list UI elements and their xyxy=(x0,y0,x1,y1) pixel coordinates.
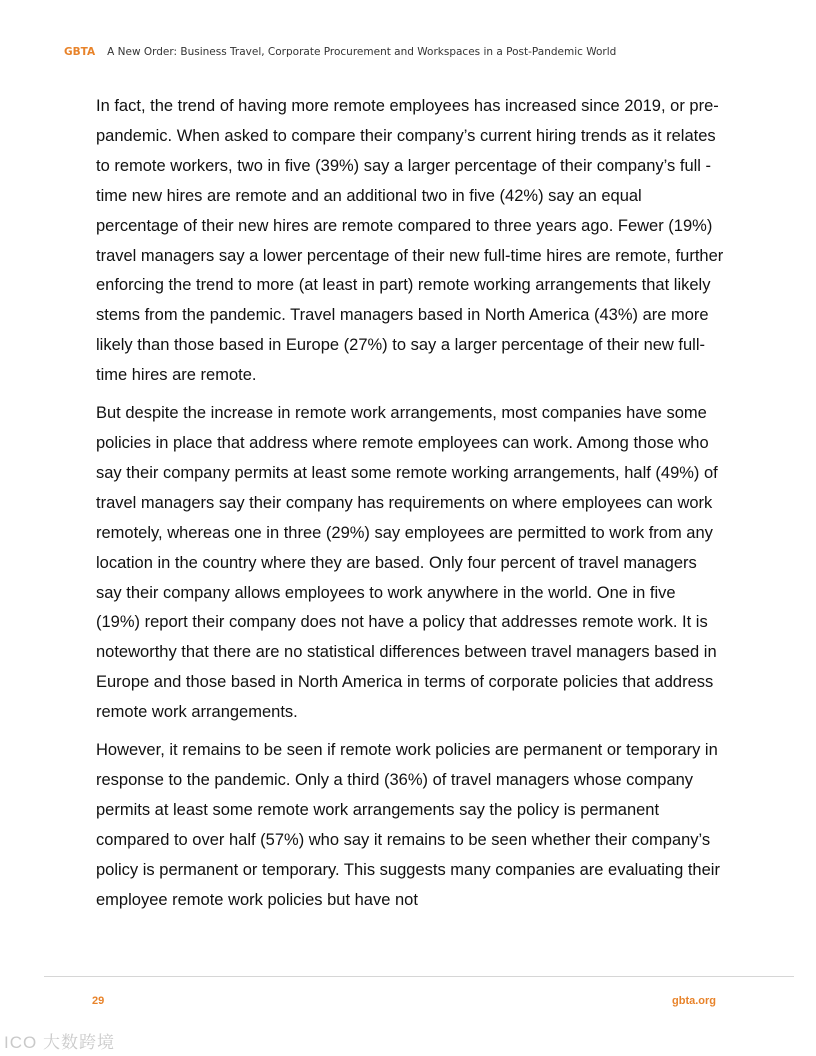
paragraph-1: In fact, the trend of having more remote employees has increased since 2019, or pre-pandemic. When asked to compare their company’s current hiring trends as it relates to remote workers, two in five (39%) say a larger percentage of their company’s full -time new hires are remote and an additional two in five (42%) say an equal percentage of their new hires are remote compared to three years ago. Fewer (19%) travel managers say a lower percentage of their new full-time hires are remote, further enforcing the trend to more (at least in part) remote working arrangements that likely stems from the pandemic. Travel managers based in North America (43%) are more likely than those based in Europe (27%) to say a larger percentage of their new full-time hires are remote. xyxy=(96,97,724,385)
body-text xyxy=(96,92,724,923)
page-number: 29 xyxy=(92,995,105,1007)
paragraph-2: But despite the increase in remote work arrangements, most companies have some policies in place that address where remote employees can work. Among those who say their company permits at least some remote working arrangements, half (49%) of travel managers say their company has requirements on where employees can work remotely, whereas one in three (29%) say employees are permitted to work from any location in the country where they are based. Only four percent of travel managers say their company allows employees to work anywhere in the world. One in five (19%) report their company does not have a policy that addresses remote work. It is noteworthy that there are no statistical differences between travel managers based in Europe and those based in North America in terms of corporate policies that address remote work arrangements. xyxy=(96,404,718,722)
footer-divider xyxy=(44,976,794,977)
paragraph-3: However, it remains to be seen if remote work policies are permanent or temporary in response to the pandemic. Only a third (36%) of travel managers whose company permits at least some remote work arrangements say the policy is permanent compared to over half (57%) who say it remains to be seen whether their company’s policy is permanent or temporary. This suggests many companies are evaluating their employee remote work policies but have not xyxy=(96,741,720,909)
brand-label: GBTA xyxy=(64,46,96,58)
website-link[interactable]: gbta.org xyxy=(672,995,716,1007)
watermark-logo: ICO 大数跨境 xyxy=(4,1033,115,1052)
document-title: A New Order: Business Travel, Corporate Procurement and Workspaces in a Post-Pandemic World xyxy=(107,46,617,58)
page-header xyxy=(64,46,616,58)
